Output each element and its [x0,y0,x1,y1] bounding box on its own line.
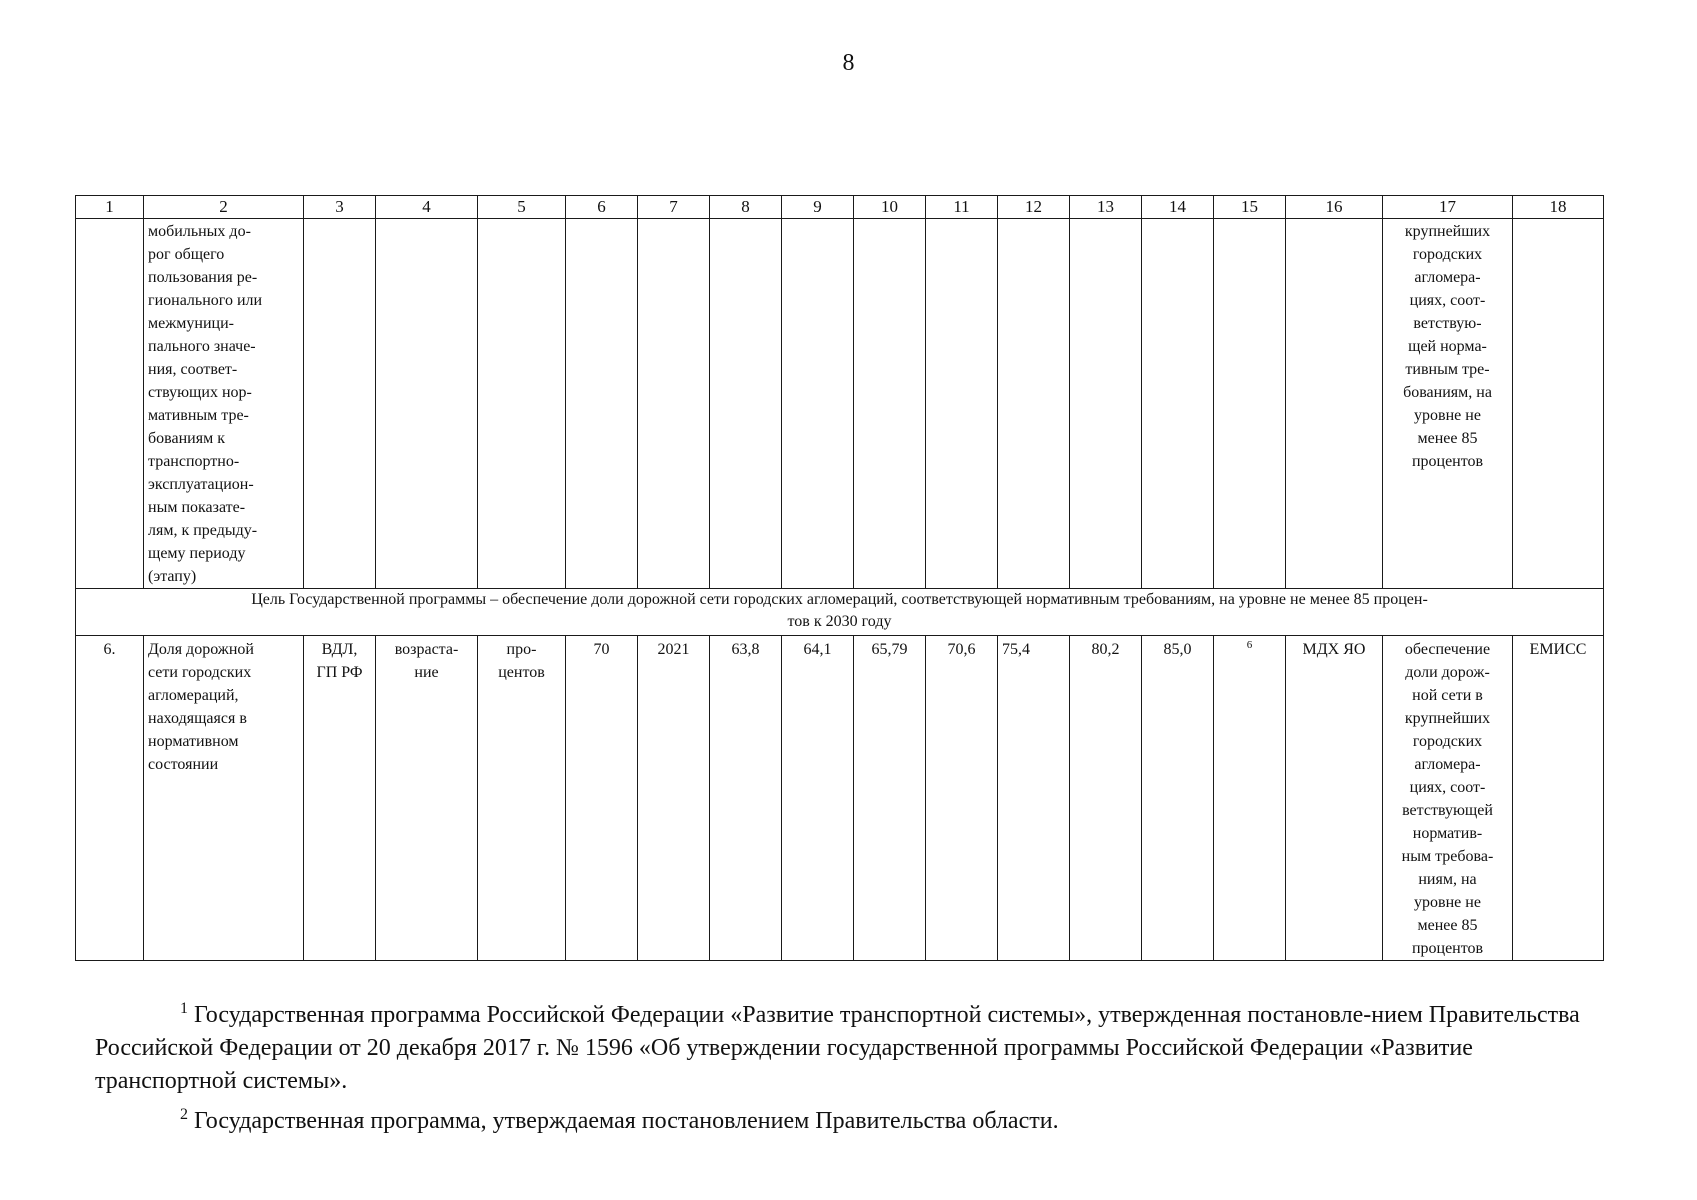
header-cell: 9 [782,196,854,219]
cell-empty [782,219,854,589]
cell-level: ВДЛ, ГП РФ [304,636,376,961]
header-cell: 14 [1142,196,1214,219]
cell-unit: про- центов [478,636,566,961]
table-row-continued [76,219,1604,589]
cell-value: 80,2 [1070,636,1142,961]
cell-info-system: ЕМИСС [1513,636,1604,961]
cell-link: обеспечение доли дорож- ной сети в крупнейших городских агломера- циях, соот- ветствующей норматив- ным требова- ниям, на уровне не менее 85 процентов [1383,636,1513,961]
header-cell: 3 [304,196,376,219]
cell-empty [1513,219,1604,589]
cell-link-continued: крупнейших городских агломера- циях, соот- ветствую- щей норма- тивным тре- бованиям, на уровне не менее 85 процентов [1383,219,1513,589]
cell-value [1214,636,1286,961]
cell-empty [376,219,478,589]
footnote-text: Государственная программа Российской Федерации «Развитие транспортной системы», утвержденная постановле-нием Правительства Российской Федерации от 20 декабря 2017 г. № 1596 «Об утверждении государственной программы Российской Федерации «Развитие транспортной системы». [95,1002,1580,1094]
cell-value: 63,8 [710,636,782,961]
cell-empty [638,219,710,589]
footnote-text: Государственная программа, утверждаемая постановлением Правительства области. [188,1108,1059,1134]
cell-value: 70,6 [926,636,998,961]
header-cell: 11 [926,196,998,219]
footnote-mark: 1 [180,1000,188,1017]
header-cell: 18 [1513,196,1604,219]
cell-base-year: 2021 [638,636,710,961]
cell-empty [76,219,144,589]
footnote-mark: 2 [180,1106,188,1123]
cell-trend: возраста- ние [376,636,478,961]
cell-empty [1214,219,1286,589]
header-cell: 10 [854,196,926,219]
cell-empty [304,219,376,589]
header-cell: 16 [1286,196,1383,219]
footnote-2 [95,1098,1585,1138]
cell-indicator-name: Доля дорожной сети городских агломераций, находящаяся в нормативном состоянии [144,636,304,961]
header-cell: 6 [566,196,638,219]
cell-empty [1070,219,1142,589]
cell-base-value: 70 [566,636,638,961]
header-cell: 13 [1070,196,1142,219]
header-cell: 17 [1383,196,1513,219]
cell-value: 65,79 [854,636,926,961]
cell-empty [710,219,782,589]
header-cell: 8 [710,196,782,219]
table-row [76,636,1604,961]
header-cell: 4 [376,196,478,219]
cell-indicator-name-continued: мобильных до- рог общего пользования ре- гионального или межмуници- пального значе- ния, соответ- ствующих нор- мативным тре- бованиям к транспортно- эксплуатацион- ным показате- лям, к предыду- щему периоду (этапу) [144,219,304,589]
header-cell: 12 [998,196,1070,219]
cell-number: 6. [76,636,144,961]
header-row [76,196,1604,219]
footnote-mark: 6 [1246,639,1253,651]
cell-value: 64,1 [782,636,854,961]
cell-empty [1286,219,1383,589]
cell-empty [566,219,638,589]
cell-responsible: МДХ ЯО [1286,636,1383,961]
header-cell: 7 [638,196,710,219]
header-cell: 2 [144,196,304,219]
cell-empty [478,219,566,589]
cell-value: 85,0 [1142,636,1214,961]
indicator-table [75,195,1604,961]
cell-value: 75,4 [998,636,1070,961]
cell-empty [926,219,998,589]
footnotes [95,992,1585,1138]
page-number: 8 [842,50,855,76]
footnote-1 [95,992,1585,1098]
header-cell: 15 [1214,196,1286,219]
cell-empty [854,219,926,589]
cell-empty [1142,219,1214,589]
header-cell: 1 [76,196,144,219]
table-row-goal [76,589,1604,636]
cell-empty [998,219,1070,589]
header-cell: 5 [478,196,566,219]
goal-cell: Цель Государственной программы – обеспечение доли дорожной сети городских агломераций, соответствующей нормативным требованиям, на уровне не менее 85 процен- тов к 2030 году [76,589,1604,636]
